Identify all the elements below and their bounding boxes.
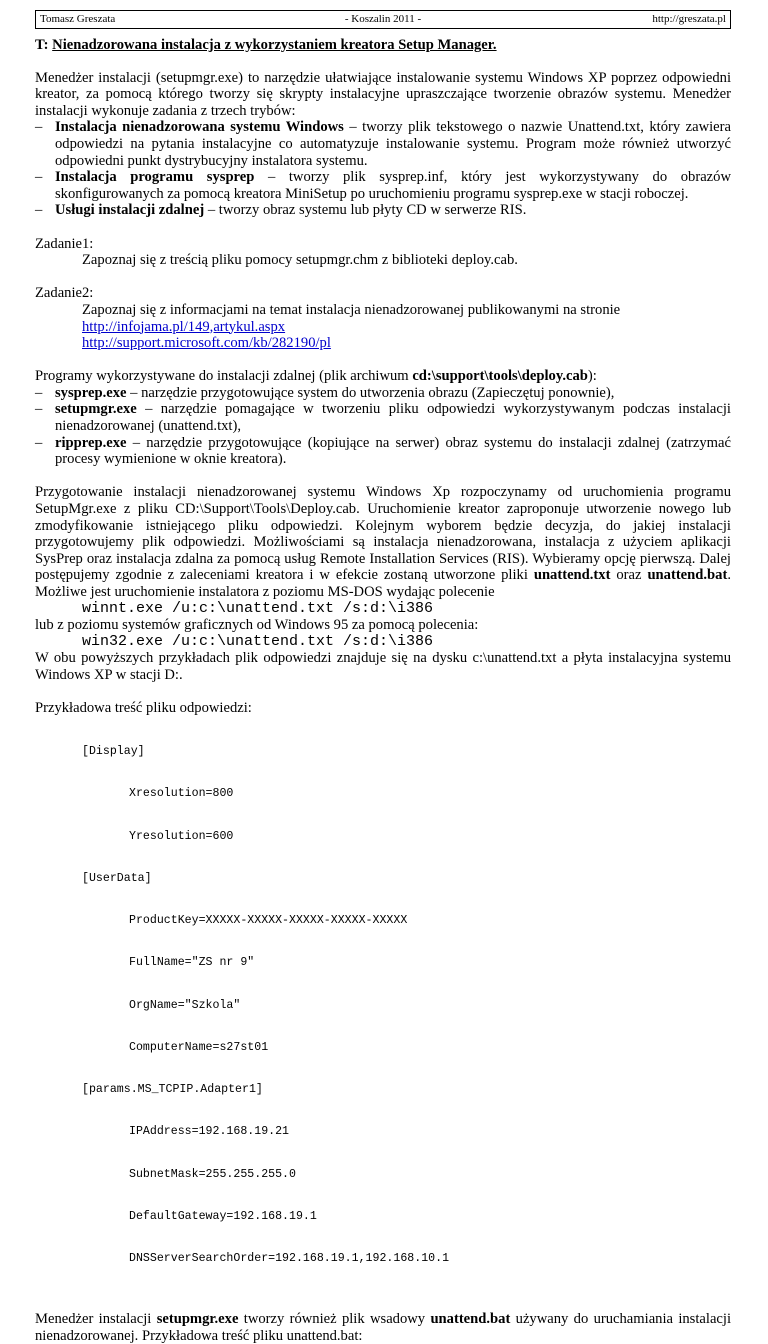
header-author: Tomasz Greszata — [40, 13, 116, 25]
prep-text: . Możliwe jest uruchomienie instalatora z poziomu MS-DOS wydając polecenie — [35, 567, 731, 600]
programs-intro-end: ): — [587, 368, 597, 385]
task1-text: Zapoznaj się z treścią pliku pomocy setupmgr.chm z biblioteki deploy.cab. — [82, 252, 518, 269]
task2-link1-line — [35, 319, 731, 336]
outro-paragraph — [35, 1311, 731, 1344]
list-item — [35, 435, 731, 468]
modes-list — [35, 119, 731, 219]
list-item — [35, 169, 731, 202]
code-line: IPAddress=192.168.19.21 — [129, 1125, 290, 1139]
program-name: setupmgr.exe — [55, 401, 137, 418]
task1-label: Zadanie1: — [35, 235, 94, 252]
code-line: SubnetMask=255.255.255.0 — [129, 1167, 296, 1181]
deploy-cab-path: cd:\support\tools\deploy.cab — [412, 368, 588, 385]
prep-text-win32: lub z poziomu systemów graficznych od Windows 95 za pomocą polecenia: — [35, 617, 479, 634]
task2-link2-line — [35, 335, 731, 352]
list-item — [35, 385, 731, 402]
code-line: Xresolution=800 — [129, 787, 234, 801]
programs-list — [35, 385, 731, 468]
programs-intro — [35, 368, 731, 385]
code-line: [params.MS_TCPIP.Adapter1] — [82, 1083, 263, 1097]
code-line: ProductKey=XXXXX-XXXXX-XXXXX-XXXXX-XXXXX — [129, 914, 408, 928]
list-item — [35, 401, 731, 434]
mode-description: – tworzy plik sysprep.inf, który jest wykorzystywany do obrazów skonfigurowanych za pomocą kreatora MiniSetup po uruchomieniu programu sysprep.exe w stacji roboczej. — [55, 169, 731, 202]
code-line: ComputerName=s27st01 — [129, 1040, 269, 1054]
code-line: Yresolution=600 — [129, 829, 234, 843]
intro-paragraph: Menedżer instalacji (setupmgr.exe) to narzędzie ułatwiające instalowanie systemu Windows XP poprzez odpowiedni kreator, za pomocą którego tworzy się skrypty instalacyjne upraszczające tworzenie obrazów systemu. Menedżer instalacji wykonuje zadania z trzech trybów: — [35, 69, 731, 119]
outro-text: tworzy również plik wsadowy — [238, 1311, 431, 1328]
list-item — [35, 202, 731, 219]
code-line: OrgName="Szkola" — [129, 998, 241, 1012]
code-line: DefaultGateway=192.168.19.1 — [129, 1210, 317, 1224]
unattend-bat: unattend.bat — [647, 567, 728, 584]
mode-description: – tworzy obraz systemu lub płyty CD w serwerze RIS. — [204, 202, 527, 219]
code-line: DNSServerSearchOrder=192.168.19.1,192.168.10.1 — [129, 1252, 450, 1266]
mode-name: Usługi instalacji zdalnej — [55, 202, 205, 219]
code-line: FullName="ZS nr 9" — [129, 956, 255, 970]
outro-text: Menedżer instalacji — [35, 1311, 157, 1328]
document-body — [35, 37, 731, 1344]
microsoft-support-link[interactable]: http://support.microsoft.com/kb/282190/pl — [82, 335, 331, 352]
header-site: http://greszata.pl — [652, 13, 726, 25]
task2-text: Zapoznaj się z informacjami na temat instalacja nienadzorowanej publikowanymi na stronie — [82, 301, 621, 318]
infojama-link[interactable]: http://infojama.pl/149,artykul.aspx — [82, 318, 286, 335]
mode-description: – tworzy plik tekstowego o nazwie Unattend.txt, który zawiera odpowiedzi na pytania instalacyjne co automatyzuje instalowanie systemu. Program może również utworzyć odpowiedni punkt dystrybucyjny instalatora systemu. — [55, 119, 731, 169]
mode-name: Instalacja nienadzorowana systemu Windows — [55, 119, 344, 136]
program-description: – narzędzie pomagające w tworzeniu pliku odpowiedzi wykorzystywanym podczas instalacji nienadzorowanej (unattend.txt), — [55, 401, 731, 435]
outro-text: używany do uruchamiania instalacji nienadzorowanej. Przykładowa treść pliku unattend.bat: — [35, 1311, 732, 1344]
header-place: - Koszalin 2011 - — [344, 13, 422, 25]
list-item — [35, 119, 731, 169]
title-prefix: T: — [35, 37, 53, 53]
win32-command: win32.exe /u:c:\unattend.txt /s:d:\i386 — [82, 632, 434, 650]
setupmgr-exe: setupmgr.exe — [156, 1311, 239, 1328]
unattend-txt: unattend.txt — [533, 567, 611, 584]
program-description: – narzędzie przygotowujące system do utworzenia obrazu (Zapieczętuj ponownie), — [126, 384, 615, 401]
winnt-command: winnt.exe /u:c:\unattend.txt /s:d:\i386 — [82, 599, 434, 617]
page-header — [35, 10, 731, 29]
program-name: ripprep.exe — [55, 434, 127, 451]
document-title — [35, 37, 731, 54]
prep-paragraph — [35, 484, 731, 600]
title-text: Nienadzorowana instalacja z wykorzystaniem kreatora Setup Manager. — [52, 37, 497, 53]
programs-intro-start: Programy wykorzystywane do instalacji zdalnej (plik archiwum — [35, 368, 413, 385]
code-line: [Display] — [82, 744, 145, 758]
code-line: [UserData] — [82, 871, 152, 885]
prep-text: oraz — [610, 567, 648, 584]
mode-name: Instalacja programu sysprep — [55, 169, 255, 186]
answer-file-code — [35, 717, 731, 1295]
prep-text-summary: W obu powyższych przykładach plik odpowiedzi znajduje się na dysku c:\unattend.txt a płyta instalacyjna systemu Windows XP w stacji D:. — [35, 650, 731, 683]
task2-label: Zadanie2: — [35, 285, 94, 302]
program-name: sysprep.exe — [55, 384, 127, 401]
prep-text: Przygotowanie instalacji nienadzorowanej systemu Windows Xp rozpoczynamy od uruchomienia programu SetupMgr.exe z pliku CD:\Support\Tools\Deploy.cab. Uruchomienie kreator zaproponuje utworzenie nowego lub zmodyfikowanie istniejącego pliku odpowiedzi. Kolejnym wyborem będzie decyzja, do jakiej instalacji przygotowujemy plik odpowiedzi. Możliwościami są instalacja nienadzorowana, instalacja z użyciem aplikacji SysPrep oraz instalacja zdalna za pomocą usług Remote Installation Services (RIS). Wybieramy opcję pierwszą. Dalej postępujemy zgodnie z zaleceniami kreatora i w efekcie zostaną utworzone pliki — [35, 484, 731, 584]
unattend-bat: unattend.bat — [430, 1311, 511, 1328]
program-description: – narzędzie przygotowujące (kopiujące na serwer) obraz systemu do instalacji zdalnej (zatrzymać procesy wymienione w oknie kreatora). — [55, 434, 731, 468]
example-label: Przykładowa treść pliku odpowiedzi: — [35, 700, 252, 717]
